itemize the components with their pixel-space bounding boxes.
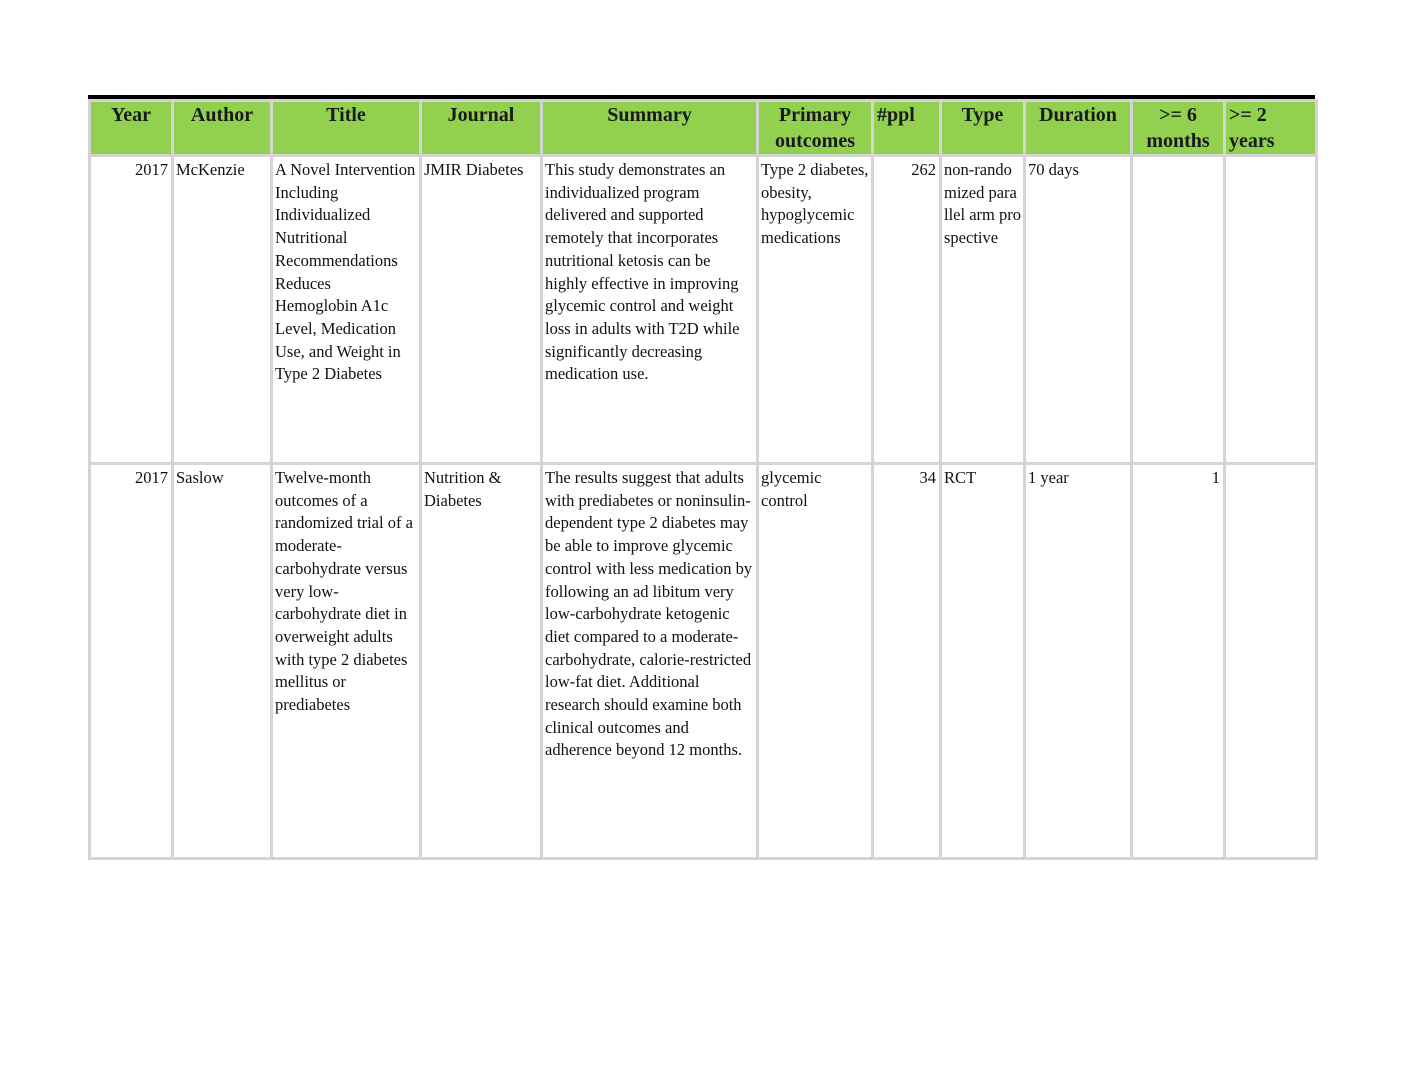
cell-ppl: 262 — [873, 156, 941, 464]
header-summary: Summary — [542, 101, 758, 156]
table-row — [90, 464, 1317, 859]
cell-type: RCT — [941, 464, 1025, 859]
literature-review-table-container — [88, 95, 1315, 860]
header-author: Author — [173, 101, 272, 156]
cell-primary-outcomes: Type 2 diabetes, obesity, hypoglycemic medications — [758, 156, 873, 464]
header-year: Year — [90, 101, 173, 156]
cell-author: McKenzie — [173, 156, 272, 464]
cell-ppl: 34 — [873, 464, 941, 859]
header-type: Type — [941, 101, 1025, 156]
cell-summary: This study demonstrates an individualized program delivered and supported remotely that incorporates nutritional ketosis can be highly effective in improving glycemic control and weight loss in adults with T2D while significantly decreasing medication use. — [542, 156, 758, 464]
header-two-years: >= 2 years — [1225, 101, 1317, 156]
header-row — [90, 101, 1317, 156]
cell-six-months — [1132, 156, 1225, 464]
cell-type: non-randomized parallel arm prospective — [941, 156, 1025, 464]
header-primary-outcomes: Primary outcomes — [758, 101, 873, 156]
cell-primary-outcomes: glycemic control — [758, 464, 873, 859]
cell-author: Saslow — [173, 464, 272, 859]
table-row — [90, 156, 1317, 464]
cell-two-years — [1225, 464, 1317, 859]
header-ppl: #ppl — [873, 101, 941, 156]
cell-duration: 70 days — [1025, 156, 1132, 464]
cell-year: 2017 — [90, 156, 173, 464]
header-journal: Journal — [421, 101, 542, 156]
header-title: Title — [272, 101, 421, 156]
cell-year: 2017 — [90, 464, 173, 859]
cell-six-months: 1 — [1132, 464, 1225, 859]
cell-title: A Novel Intervention Including Individualized Nutritional Recommendations Reduces Hemoglobin A1c Level, Medication Use, and Weight in Type 2 Diabetes — [272, 156, 421, 464]
header-six-months: >= 6 months — [1132, 101, 1225, 156]
cell-two-years — [1225, 156, 1317, 464]
cell-journal: Nutrition & Diabetes — [421, 464, 542, 859]
cell-journal: JMIR Diabetes — [421, 156, 542, 464]
cell-title: Twelve-month outcomes of a randomized trial of a moderate-carbohydrate versus very low-carbohydrate diet in overweight adults with type 2 diabetes mellitus or prediabetes — [272, 464, 421, 859]
cell-duration: 1 year — [1025, 464, 1132, 859]
cell-summary: The results suggest that adults with prediabetes or noninsulin-dependent type 2 diabetes may be able to improve glycemic control with less medication by following an ad libitum very low-carbohydrate ketogenic diet compared to a moderate-carbohydrate, calorie-restricted low-fat diet. Additional research should examine both clinical outcomes and adherence beyond 12 months. — [542, 464, 758, 859]
literature-review-table — [88, 99, 1318, 860]
header-duration: Duration — [1025, 101, 1132, 156]
